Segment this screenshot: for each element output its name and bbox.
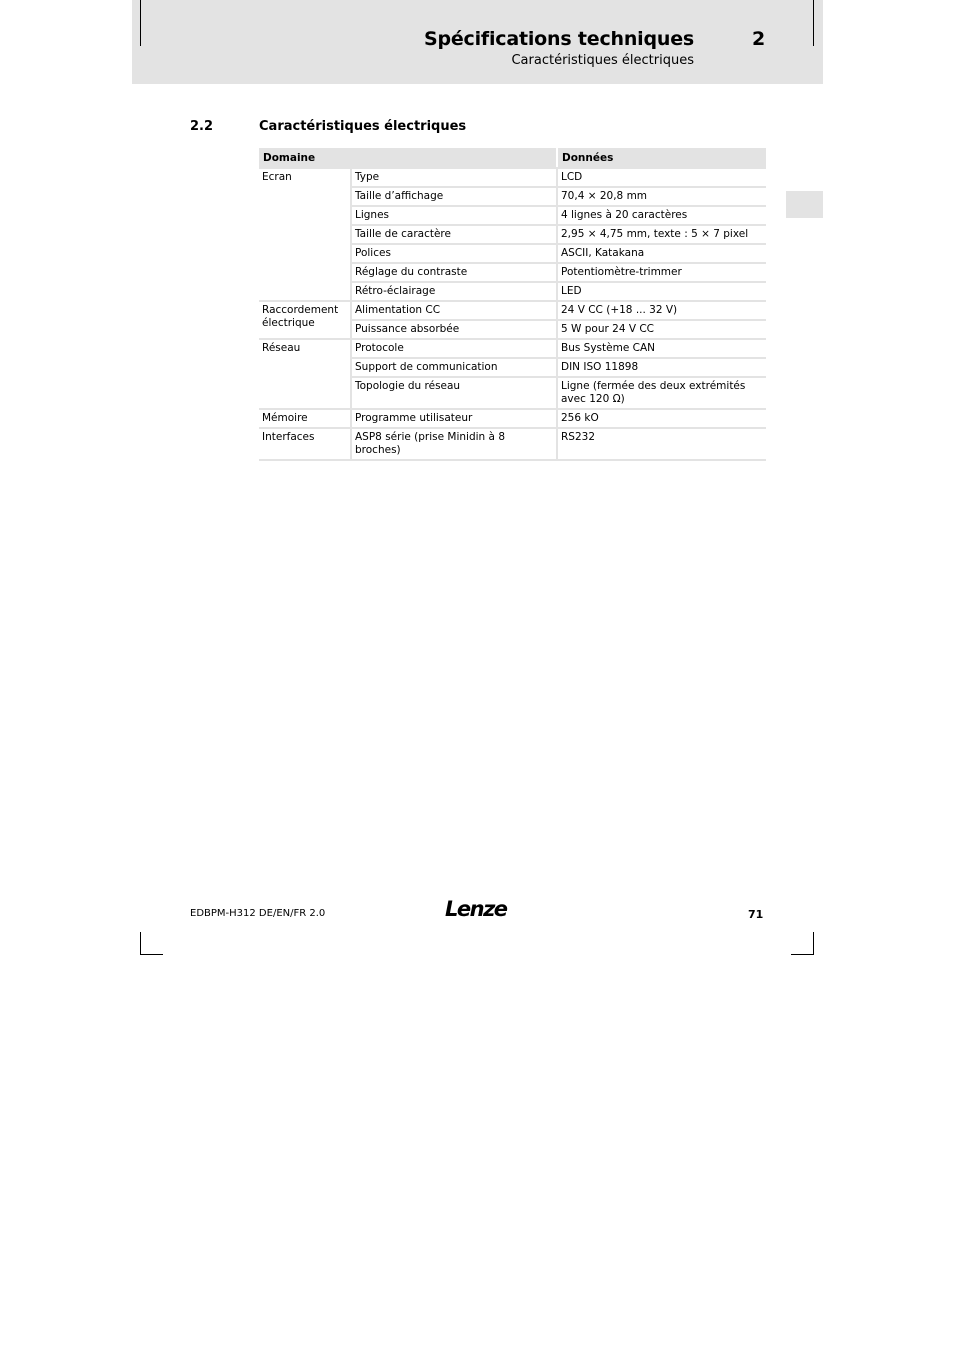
lenze-logo: Lenze — [445, 897, 507, 921]
crop-mark-bottom-right-h — [791, 954, 814, 955]
page-number: 71 — [748, 908, 764, 921]
table-row — [259, 428, 766, 460]
domain-cell: Interfaces — [259, 428, 351, 460]
value-cell: 256 kO — [557, 409, 766, 428]
crop-mark-bottom-left-v — [140, 932, 141, 954]
parameter-cell: Taille d’affichage — [351, 187, 557, 206]
chapter-subtitle: Caractéristiques électriques — [511, 53, 694, 68]
parameter-cell: Protocole — [351, 339, 557, 358]
parameter-cell: Taille de caractère — [351, 225, 557, 244]
section-title: Caractéristiques électriques — [259, 119, 467, 134]
parameter-cell: Programme utilisateur — [351, 409, 557, 428]
table-row — [259, 301, 766, 320]
parameter-cell: Rétro-éclairage — [351, 282, 557, 301]
table-row — [259, 339, 766, 358]
value-cell: 5 W pour 24 V CC — [557, 320, 766, 339]
value-cell: RS232 — [557, 428, 766, 460]
parameter-cell: Lignes — [351, 206, 557, 225]
value-cell: ASCII, Katakana — [557, 244, 766, 263]
parameter-cell: ASP8 série (prise Minidin à 8 broches) — [351, 428, 557, 460]
chapter-title: Spécifications techniques — [423, 28, 694, 50]
crop-mark-bottom-right-v — [813, 932, 814, 954]
domain-cell: Mémoire — [259, 409, 351, 428]
domain-cell: Raccordement électrique — [259, 301, 351, 339]
value-cell: Bus Système CAN — [557, 339, 766, 358]
parameter-cell: Polices — [351, 244, 557, 263]
parameter-cell: Réglage du contraste — [351, 263, 557, 282]
domain-cell: Réseau — [259, 339, 351, 409]
parameter-cell: Type — [351, 168, 557, 187]
value-cell: 4 lignes à 20 caractères — [557, 206, 766, 225]
value-cell: DIN ISO 11898 — [557, 358, 766, 377]
domain-cell: Ecran — [259, 168, 351, 301]
chapter-side-tab — [786, 191, 823, 218]
footer-doc-id: EDBPM-H312 DE/EN/FR 2.0 — [190, 908, 326, 919]
header-data: Données — [557, 148, 766, 168]
table-header-row — [259, 148, 766, 168]
value-cell: 70,4 × 20,8 mm — [557, 187, 766, 206]
header-domain: Domaine — [259, 148, 557, 168]
value-cell: LCD — [557, 168, 766, 187]
section-number: 2.2 — [190, 119, 214, 134]
crop-mark-top-right — [813, 0, 814, 46]
parameter-cell: Alimentation CC — [351, 301, 557, 320]
value-cell: 2,95 × 4,75 mm, texte : 5 × 7 pixel — [557, 225, 766, 244]
value-cell: LED — [557, 282, 766, 301]
parameter-cell: Support de communication — [351, 358, 557, 377]
spec-table — [259, 148, 766, 461]
crop-mark-top-left — [140, 0, 141, 46]
chapter-number: 2 — [752, 28, 766, 50]
value-cell: Ligne (fermée des deux extrémités avec 120 Ω) — [557, 377, 766, 409]
value-cell: Potentiomètre-trimmer — [557, 263, 766, 282]
table-row — [259, 409, 766, 428]
table-row — [259, 168, 766, 187]
parameter-cell: Topologie du réseau — [351, 377, 557, 409]
value-cell: 24 V CC (+18 ... 32 V) — [557, 301, 766, 320]
crop-mark-bottom-left-h — [140, 954, 163, 955]
parameter-cell: Puissance absorbée — [351, 320, 557, 339]
